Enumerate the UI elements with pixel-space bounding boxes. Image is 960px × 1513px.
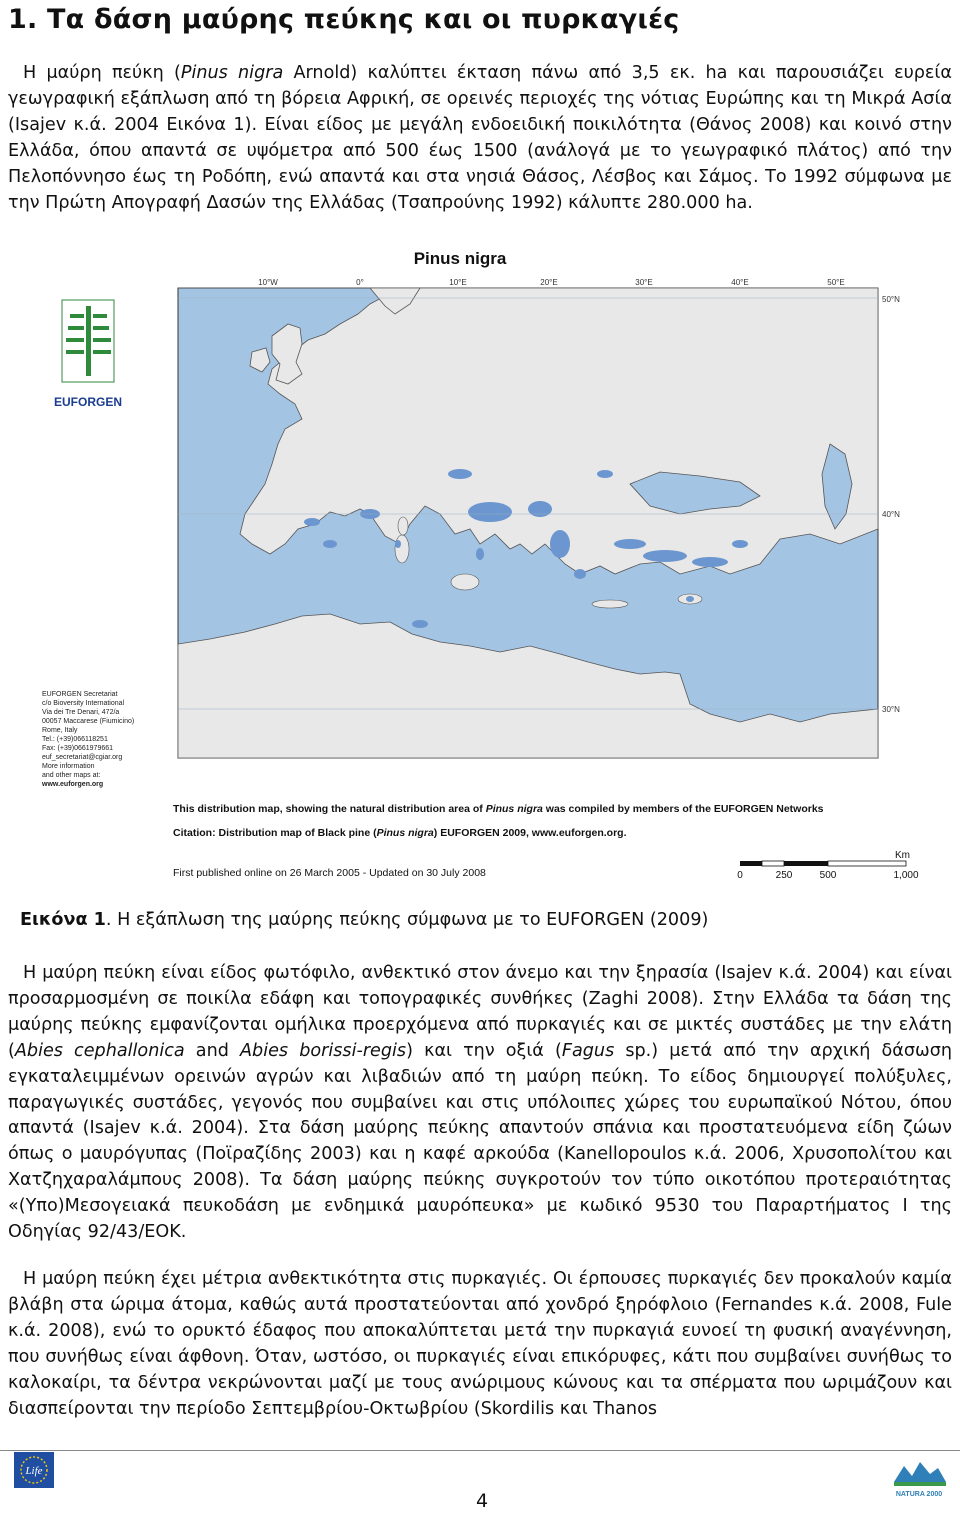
lon-label: 10°E [449, 278, 467, 287]
lon-label: 40°E [731, 278, 749, 287]
scale-unit: Km [895, 850, 910, 861]
scale-bar [737, 850, 919, 881]
caption-label: Εικόνα 1 [20, 910, 106, 930]
natura-2000-logo [890, 1452, 948, 1500]
species-name: Fagus [561, 1040, 615, 1061]
caption-text: . Η εξάπλωση της μαύρης πεύκης σύμφωνα με το EUFORGEN (2009) [105, 910, 709, 930]
life-logo [14, 1452, 54, 1488]
island-crete [592, 600, 628, 608]
section-heading: 1. Τα δάση μαύρης πεύκης και οι πυρκαγιές [8, 4, 680, 35]
secretariat-line: c/o Bioversity International [42, 700, 125, 707]
paragraph-fire: Η μαύρη πεύκη έχει μέτρια ανθεκτικότητα στις πυρκαγιές. Οι έρπουσες πυρκαγιές δεν προκαλούν καμία βλάβη στα ώριμα άτομα, καθώς αυτά προστατεύονται από χονδρό ξηρόφλοιο (Fernandes κ.ά. 2008, Fule κ.ά. 2008), ενώ το ορυκτό έδαφος που αποκαλύπτεται μετά την πυρκαγιά ευνοεί τη φυσική αναγέννηση, που συνήθως είναι άφθονη. Όταν, ωστόσο, οι πυρκαγιές είναι επικόρυφες, κάτι που συμβαίνει συνήθως το καλοκαίρι, τα δέντρα νεκρώνονται μαζί με τους ανώριμους κώνους και τα σπέρματα που ωριμάζουν και διασπείρονται την περίοδο Σεπτεμβρίου-Οκτωβρίου (Skordilis και Thanos [8, 1269, 952, 1419]
secretariat-line: euf_secretariat@cgiar.org [42, 754, 123, 761]
secretariat-line: and other maps at: [42, 772, 101, 779]
scale-value: 1,000 [893, 870, 919, 881]
footer-divider [0, 1450, 960, 1451]
secretariat-line: www.euforgen.org [42, 781, 104, 788]
island-sardinia [395, 535, 409, 563]
text-run: Η μαύρη πεύκη ( [23, 63, 181, 83]
lon-label: 20°E [540, 278, 558, 287]
species-name: Abies cephallonica [14, 1040, 185, 1061]
text-run: Arnold) καλύπτει έκταση πάνω από 3,5 εκ. ha και παρουσιάζει ευρεία γεωγραφική εξάπλωση από τη βόρεια Αφρική, σε ορεινές περιοχές της νότιας Ευρώπης και τη Μικρά Ασία (Isajev κ.ά. 2004 Εικόνα 1). Είναι είδος με μεγάλη ενδοειδική ποικιλότητα (Θάνος 2008) και κοινό στην Ελλάδα, όπου απαντά σε υψόμετρα από 500 έως 1500 (ανάλογά με το γεωγραφικό πλάτος) από την Πελοπόννησο έως τη Ροδόπη, ενώ απαντά και στα νησιά Θάσος, Λέσβος και Σάμος. Το 1992 σύμφωνα με την Πρώτη Απογραφή Δασών της Ελλάδας (Τσαπρούνης 1992) κάλυπτε 280.000 ha. [8, 63, 952, 213]
species-name: Pinus nigra [180, 63, 284, 83]
map-title: Pinus nigra [413, 249, 507, 268]
text-run: ) και την οξιά ( [406, 1040, 562, 1061]
scale-value: 500 [819, 870, 837, 881]
map-note: This distribution map, showing the natural distribution area of Pinus nigra was compiled by members of the EUFORGEN Networks [173, 803, 824, 815]
secretariat-line: Fax: (+39)0661979661 [42, 745, 114, 752]
text-run: Η μαύρη πεύκη είναι είδος φωτόφιλο, ανθεκτικό στον άνεμο και την ξηρασία (Isajev κ.ά. 2004) και είναι προσαρμοσμένη σε ποικίλα εδάφη και τοπογραφικές συνθήκες (Zaghi 2008). Στην Ελλάδα τα δάση της μαύρης πεύκης εμφανίζονται ομήλικα προερχόμενα από πυρκαγιές και σε μικτές συστάδες με την ελάτη ( [8, 963, 952, 1061]
scale-value: 0 [737, 870, 743, 881]
lat-label: 50°N [882, 295, 900, 304]
page-number: 4 [476, 1490, 489, 1512]
lon-labels [258, 278, 845, 287]
distribution-map-figure [40, 244, 920, 884]
lat-label: 30°N [882, 705, 900, 714]
life-logo-text: Life [25, 1465, 43, 1477]
paragraph-intro [8, 61, 952, 216]
lon-label: 30°E [635, 278, 653, 287]
scale-value: 250 [775, 870, 793, 881]
island-corsica [398, 517, 408, 535]
map-area [178, 288, 878, 758]
secretariat-line: More information [42, 763, 95, 770]
secretariat-info [41, 691, 134, 788]
text-run: sp.) μετά από την αρχική δάσωση εγκαταλειμμένων ορεινών αγρών και λιβαδιών από τη μαύρη πεύκη. Το είδος δημιουργεί πολύξυλες, παραγωγικές συστάδες, γεγονός που συμβαίνει και στις υπόλοιπες χώρες του ευρωπαϊκού Νότου, όπου απαντά (Isajev κ.ά. 2004). Στα δάση μαύρης πεύκης απαντούν σπάνια και προστατευόμενα είδη ζώων όπως ο μαυρόγυπας (Ποϊραζίδης 2003) και η καφέ αρκούδα (Kanellopoulos κ.ά. 2006, Χρυσοπολίτου και Χατζηχαραλάμπους 2008). Τα δάση μαύρης πεύκης συγκροτούν τον τύπο οικοτόπου προτεραιότητας «(Υπο)Μεσογειακά πευκοδάση με ενδημικά μαυρόπευκα» με κωδικό 9530 του Παραρτήματος Ι της Οδηγίας 92/43/ΕΟΚ. [8, 1040, 953, 1243]
lon-label: 50°E [827, 278, 845, 287]
text-run: and [184, 1040, 241, 1061]
lat-labels [882, 295, 900, 714]
paragraph-ecology [8, 961, 952, 1246]
natura-logo-text: NATURA 2000 [895, 1491, 943, 1498]
species-name: Abies borissi-regis [240, 1040, 407, 1061]
lat-label: 40°N [882, 510, 900, 519]
secretariat-line: Via dei Tre Denari, 472/a [42, 709, 120, 716]
euforgen-logo [54, 300, 122, 409]
lon-label: 0° [356, 278, 364, 287]
map-citation: Citation: Distribution map of Black pine (Pinus nigra) EUFORGEN 2009, www.euforgen.org. [173, 827, 627, 839]
secretariat-line: Tel.: (+39)066118251 [42, 736, 108, 743]
euforgen-logo-text: EUFORGEN [53, 395, 123, 409]
island-sicily [451, 574, 479, 590]
secretariat-line: 00057 Maccarese (Fiumicino) [42, 718, 135, 725]
lon-label: 10°W [258, 278, 278, 287]
figure-caption [20, 910, 708, 930]
secretariat-line: Rome, Italy [42, 727, 78, 734]
map-published: First published online on 26 March 2005 - Updated on 30 July 2008 [173, 867, 486, 879]
secretariat-line: EUFORGEN Secretariat [42, 691, 118, 698]
